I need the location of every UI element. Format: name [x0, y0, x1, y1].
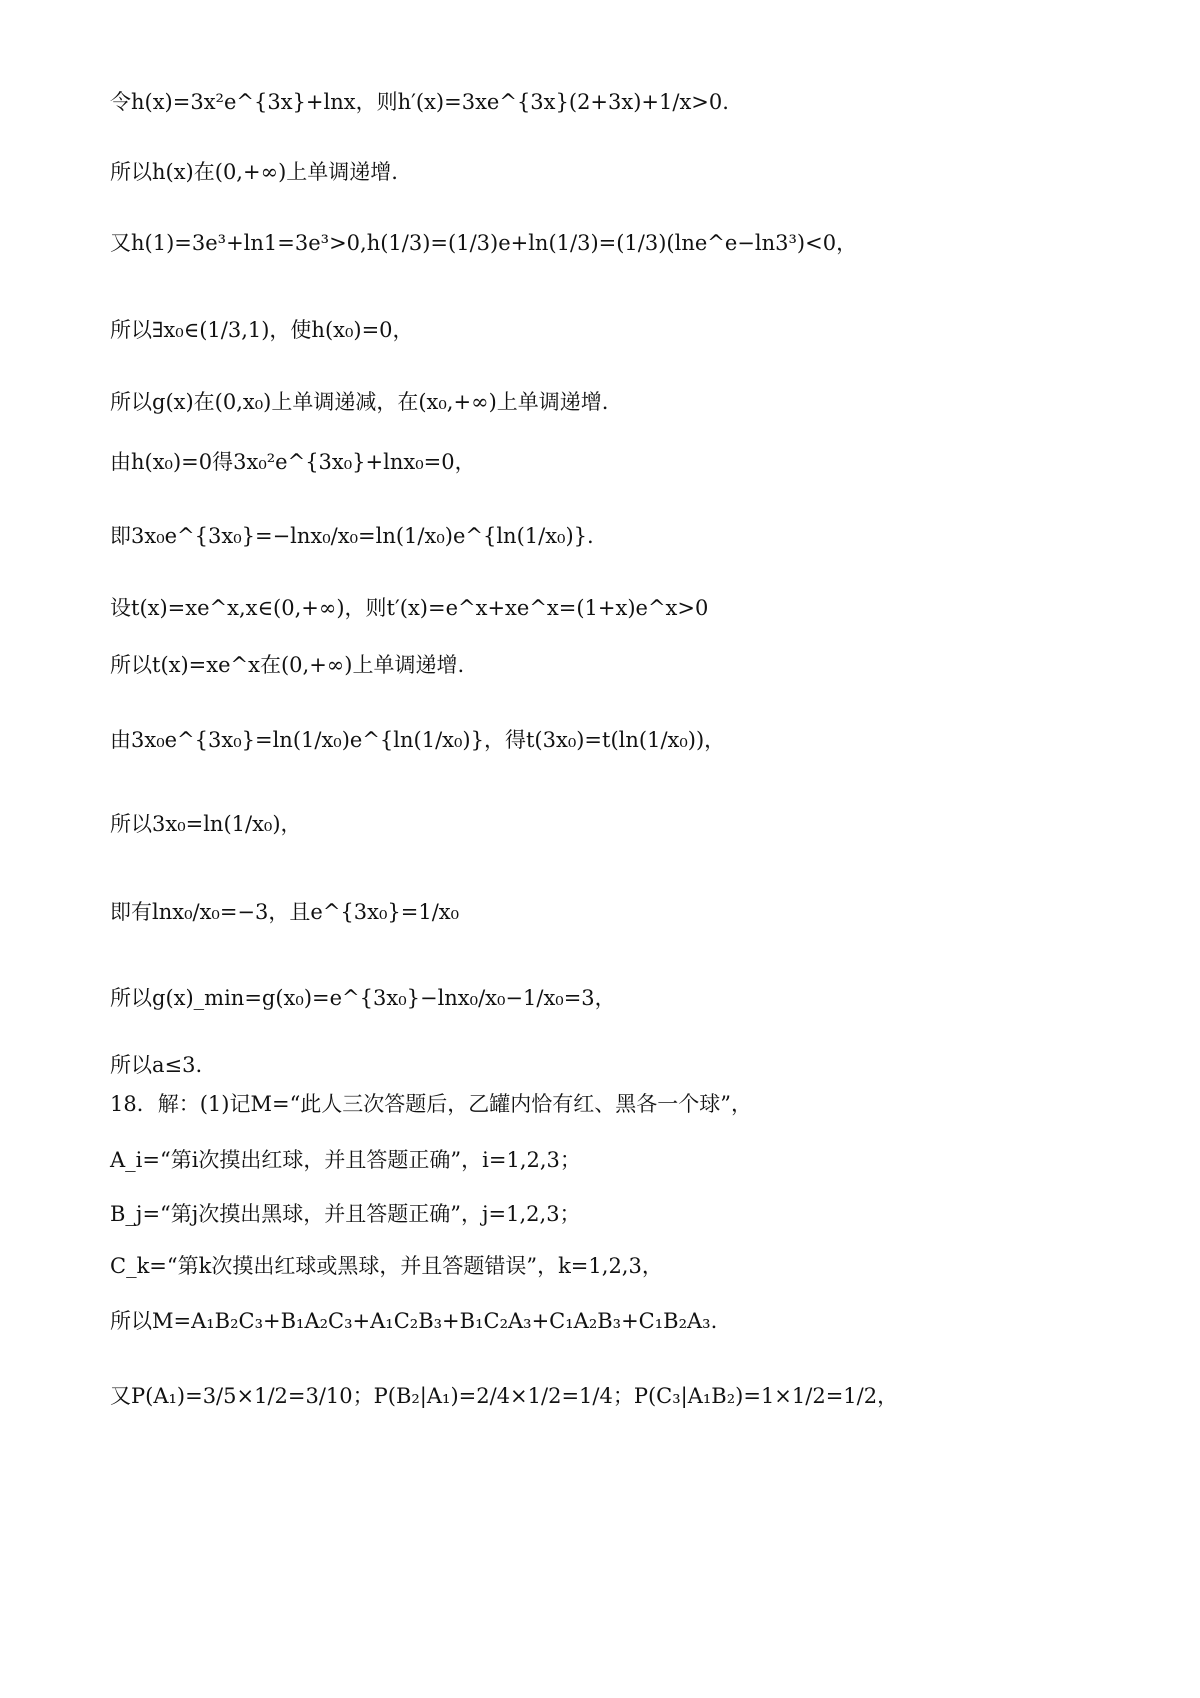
document-page: 令h(x)=3x²e^{3x}+lnx，则h′(x)=3xe^{3x}(2+3x)+1/x>0. 所以h(x)在(0,+∞)上单调递增. 又h(1)=3e³+ln1=3e³>0,h(1/3)=(1/3)e+ln(1/3)=(1/3)(lne^e−ln3³)<0， 所以∃x₀∈(1/3,1)，使h(x₀)=0， 所以g(x)在(0,x₀)上单调递减，在(x₀,+∞)上单调递增. 由h(x₀)=0得3x₀²e^{3x₀}+lnx₀=0， 即3x₀e^{3x₀}=−lnx₀/x₀=ln(1/x₀)e^{ln(1/x₀)}. 设t(x)=xe^x,x∈(0,+∞)，则t′(x)=e^x+xe^x=(1+x)e^x>0 所以t(x)=xe^x在(0,+∞)上单调递增. 由3x₀e^{3x₀}=ln(1/x₀)e^{ln(1/x₀)}，得t(3x₀)=t(ln(1/x₀))， 所以3x₀=ln(1/x₀)， 即有lnx₀/x₀=−3，且e^{3x₀}=1/x₀ 所以g(x)_min=g(x₀)=e^{3x₀}−lnx₀/x₀−1/x₀=3， 所以a≤3. 18．解：(1)记M=“此人三次答题后，乙罐内恰有红、黑各一个球”， A_i=“第i次摸出红球，并且答题正确”，i=1,2,3； B_j=“第j次摸出黑球，并且答题正确”，j=1,2,3； C_k=“第k次摸出红球或黑球，并且答题错误”，k=1,2,3， 所以M=A₁B₂C₃+B₁A₂C₃+A₁C₂B₃+B₁C₂A₃+C₁A₂B₃+C₁B₂A₃. 又P(A₁)=3/5×1/2=3/10；P(B₂|A₁)=2/4×1/2=1/4；P(C₃|A₁B₂)=1×1/2=1/2，	[0, 0, 1200, 1698]
